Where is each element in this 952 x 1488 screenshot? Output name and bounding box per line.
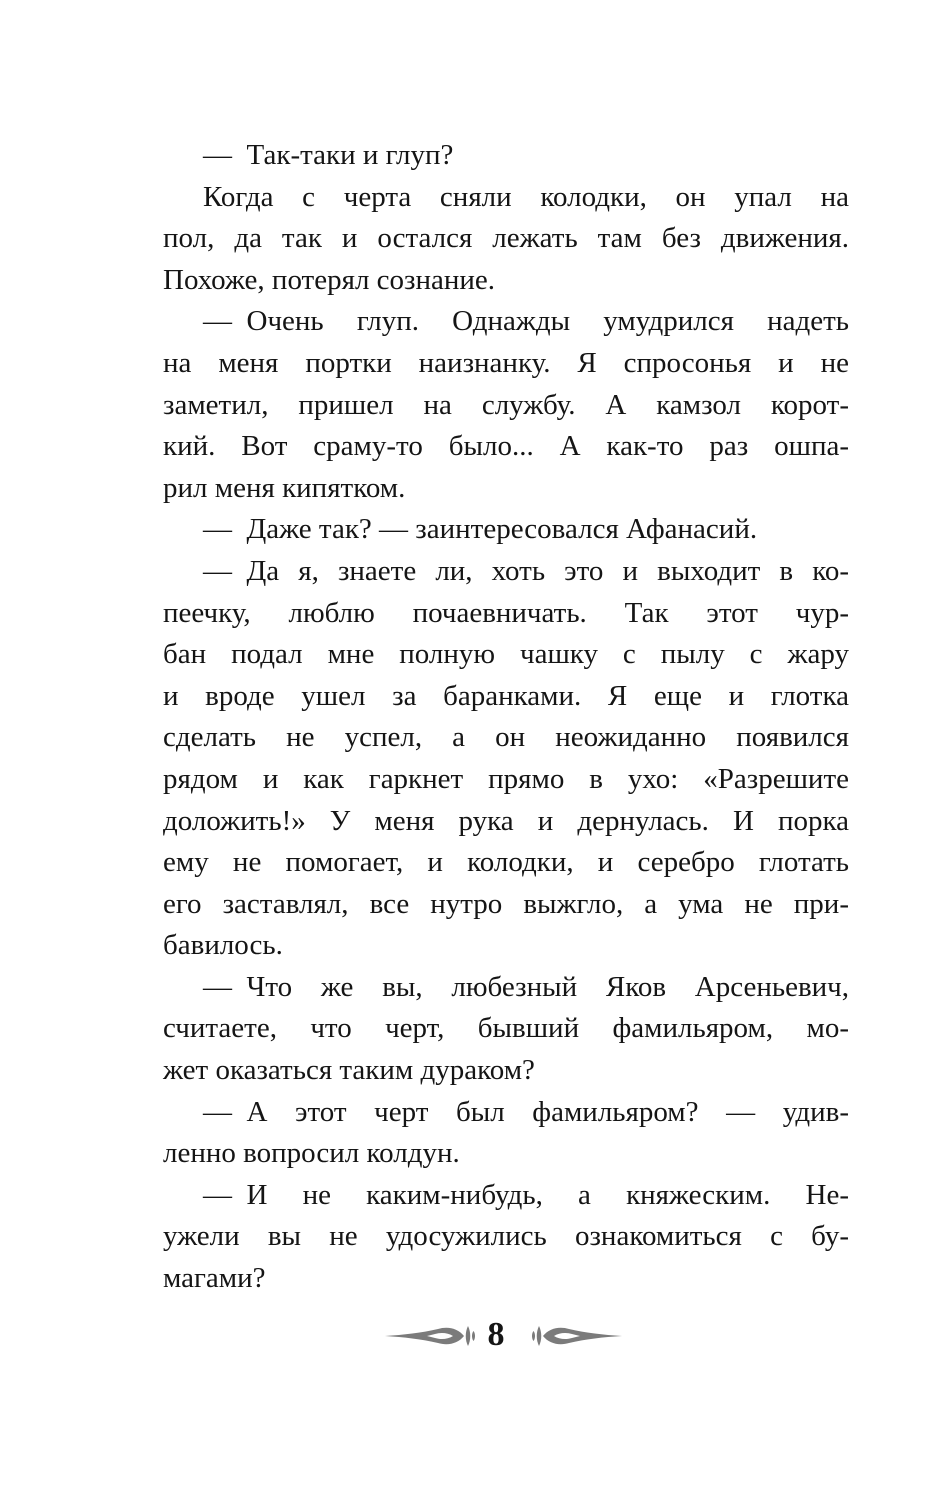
text-line: бавилось. xyxy=(163,929,283,962)
text-line: — Очень глуп. Однажды умудрился надеть xyxy=(203,305,849,338)
text-line: ему не помогает, и колодки, и серебро глотать xyxy=(163,846,849,879)
text-line: — А этот черт был фамильяром? — удив- xyxy=(203,1095,849,1128)
text-line: пол, да так и остался лежать там без движения. xyxy=(163,222,849,255)
text-line: доложить!» У меня рука и дернулась. И порка xyxy=(163,804,849,837)
text-line: пеечку, люблю почаевничать. Так этот чур- xyxy=(163,596,849,629)
text-line: рил меня кипятком. xyxy=(163,471,406,504)
footer-ornament-right-icon xyxy=(531,1324,623,1348)
text-line: — Так-таки и глуп? xyxy=(203,139,454,171)
page-footer xyxy=(27,1318,952,1354)
text-line: жет оказаться таким дураком? xyxy=(163,1054,535,1087)
text-line: магами? xyxy=(163,1262,266,1295)
text-line: — Что же вы, любезный Яков Арсеньевич, xyxy=(203,970,849,1003)
text-line: — Даже так? — заинтересовался Афанасий. xyxy=(203,513,758,546)
text-line: Когда с черта сняли колодки, он упал на xyxy=(203,180,849,213)
text-line: ужели вы не удосужились ознакомиться с бу- xyxy=(163,1220,849,1253)
page-text xyxy=(163,135,849,1300)
text-line: — И не каким-нибудь, а княжеским. Не- xyxy=(203,1178,849,1211)
text-line: Похоже, потерял сознание. xyxy=(163,263,496,296)
text-line: сделать не успел, а он неожиданно появился xyxy=(163,721,849,754)
page-number: 8 xyxy=(487,1316,505,1353)
text-line: заметил, пришел на службу. А камзол корот- xyxy=(163,388,849,421)
text-line: бан подал мне полную чашку с пылу с жару xyxy=(163,638,849,671)
text-line: считаете, что черт, бывший фамильяром, мо- xyxy=(163,1012,849,1045)
text-line: ленно вопросил колдун. xyxy=(163,1137,460,1170)
text-line: и вроде ушел за баранками. Я еще и глотка xyxy=(163,679,849,712)
text-line: кий. Вот сраму-то было... А как-то раз ошпа- xyxy=(163,430,849,463)
text-line: на меня портки наизнанку. Я спросонья и не xyxy=(163,346,849,379)
text-line: — Да я, знаете ли, хоть это и выходит в ко- xyxy=(203,554,849,587)
text-line: рядом и как гаркнет прямо в ухо: «Разрешите xyxy=(163,762,849,795)
footer-ornament-left-icon xyxy=(384,1324,476,1348)
text-line: его заставлял, все нутро выжгло, а ума не при- xyxy=(163,887,849,920)
